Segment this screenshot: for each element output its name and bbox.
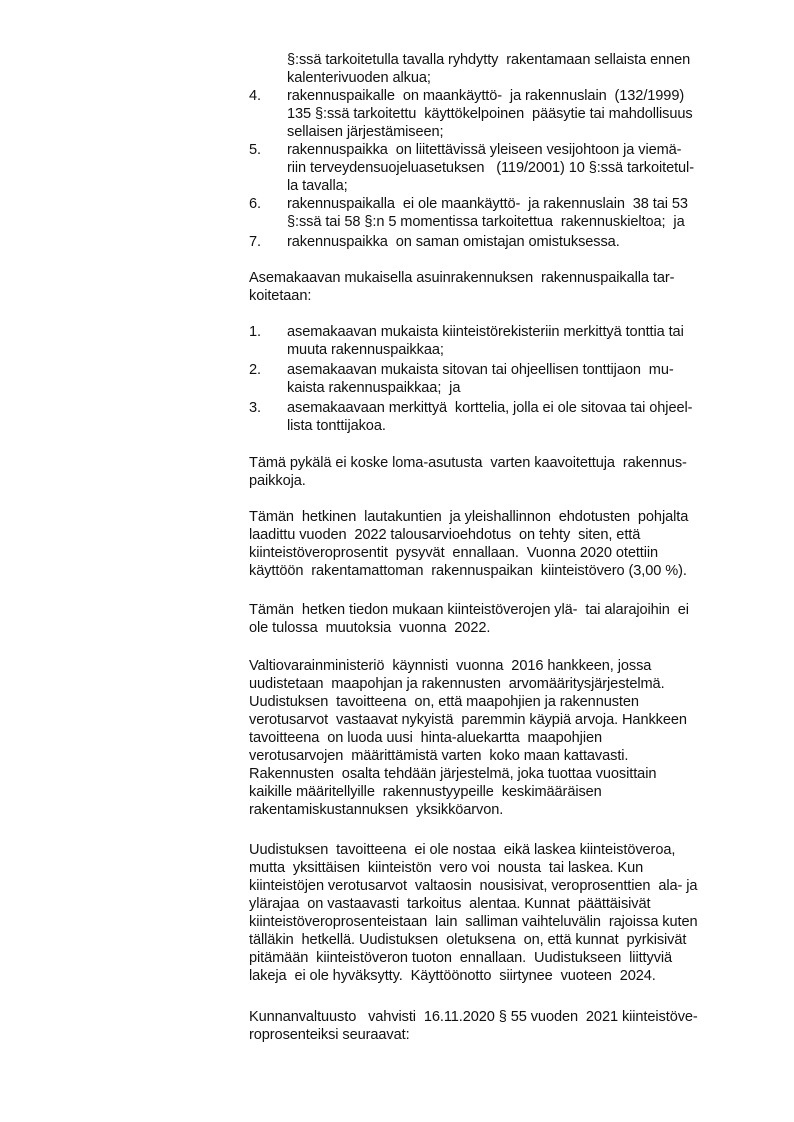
paragraph-line: Tämän hetkinen lautakuntien ja yleishallinnon ehdotusten pohjalta — [249, 509, 689, 525]
paragraph-line: Asemakaavan mukaisella asuinrakennuksen rakennuspaikalla tar- — [249, 270, 675, 286]
paragraph-line: koitetaan: — [249, 288, 312, 304]
list-number: 5. — [249, 142, 261, 158]
paragraph-line: verotusarvot vastaavat nykyistä paremmin käypiä arvoja. Hankkeen — [249, 712, 687, 728]
paragraph-line: laadittu vuoden 2022 talousarvioehdotus on tehty siten, että — [249, 527, 641, 543]
paragraph-line: Tämän hetken tiedon mukaan kiinteistöverojen ylä- tai alarajoihin ei — [249, 602, 689, 618]
paragraph-line: Rakennusten osalta tehdään järjestelmä, joka tuottaa vuosittain — [249, 766, 657, 782]
list-number: 1. — [249, 324, 261, 340]
list-item-line: lista tonttijakoa. — [287, 418, 386, 434]
list-number: 7. — [249, 234, 261, 250]
list-item-line: asemakaavan mukaista sitovan tai ohjeellisen tonttijaon mu- — [287, 362, 674, 378]
paragraph-line: käyttöön rakentamattoman rakennuspaikan kiinteistövero (3,00 %). — [249, 563, 687, 579]
list-item-line: riin terveydensuojeluasetuksen (119/2001) 10 §:ssä tarkoitetul- — [287, 160, 694, 176]
list-item-line: rakennuspaikalla ei ole maankäyttö- ja rakennuslain 38 tai 53 — [287, 196, 688, 212]
list-item-line: kaista rakennuspaikkaa; ja — [287, 380, 461, 396]
list-number: 6. — [249, 196, 261, 212]
list-item-line: asemakaavan mukaista kiinteistörekisteriin merkittyä tonttia tai — [287, 324, 684, 340]
paragraph-line: pitämään kiinteistöveron tuoton ennallaan. Uudistukseen liittyviä — [249, 950, 673, 966]
list-item-line: asemakaavaan merkittyä korttelia, jolla ei ole sitovaa tai ohjeel- — [287, 400, 693, 416]
list-number: 3. — [249, 400, 261, 416]
list-item-3-continuation-line: kalenterivuoden alkua; — [287, 70, 431, 86]
list-item-line: muuta rakennuspaikkaa; — [287, 342, 444, 358]
list-item-line: rakennuspaikka on liitettävissä yleiseen vesijohtoon ja viemä- — [287, 142, 682, 158]
paragraph-line: paikkoja. — [249, 473, 306, 489]
paragraph-line: kaikille määritellyille rakennustyypeille keskimääräisen — [249, 784, 602, 800]
paragraph-line: ole tulossa muutoksia vuonna 2022. — [249, 620, 491, 636]
paragraph-line: Uudistuksen tavoitteena ei ole nostaa eikä laskea kiinteistöveroa, — [249, 842, 676, 858]
paragraph-line: verotusarvojen määrittämistä varten koko maan kattavasti. — [249, 748, 629, 764]
paragraph-line: kiinteistöveroprosentit pysyvät ennallaan. Vuonna 2020 otettiin — [249, 545, 659, 561]
list-item-line: la tavalla; — [287, 178, 348, 194]
list-item-line: rakennuspaikka on saman omistajan omistuksessa. — [287, 234, 620, 250]
list-item-line: sellaisen järjestämiseen; — [287, 124, 444, 140]
paragraph-line: tälläkin hetkellä. Uudistuksen oletuksena on, että kunnat pyrkisivät — [249, 932, 687, 948]
paragraph-line: Tämä pykälä ei koske loma-asutusta varten kaavoitettuja rakennus- — [249, 455, 687, 471]
paragraph-line: Valtiovarainministeriö käynnisti vuonna 2016 hankkeen, jossa — [249, 658, 652, 674]
list-item-line: 135 §:ssä tarkoitettu käyttökelpoinen pääsytie tai mahdollisuus — [287, 106, 693, 122]
paragraph-line: kiinteistöjen verotusarvot valtaosin nousisivat, veroprosenttien ala- ja — [249, 878, 698, 894]
paragraph-line: rakentamiskustannuksen yksikköarvon. — [249, 802, 504, 818]
list-item-line: §:ssä tai 58 §:n 5 momentissa tarkoitettua rakennuskieltoa; ja — [287, 214, 685, 230]
list-number: 4. — [249, 88, 261, 104]
list-number: 2. — [249, 362, 261, 378]
paragraph-line: roprosenteiksi seuraavat: — [249, 1027, 410, 1043]
paragraph-line: ylärajaa on vastaavasti tarkoitus alentaa. Kunnat päättäisivät — [249, 896, 651, 912]
paragraph-line: lakeja ei ole hyväksytty. Käyttöönotto siirtynee vuoteen 2024. — [249, 968, 656, 984]
paragraph-line: kiinteistöveroprosenteistaan lain salliman vaihteluvälin rajoissa kuten — [249, 914, 698, 930]
list-item-line: rakennuspaikalle on maankäyttö- ja rakennuslain (132/1999) — [287, 88, 685, 104]
paragraph-line: Uudistuksen tavoitteena on, että maapohjien ja rakennusten — [249, 694, 639, 710]
list-item-3-continuation-line: §:ssä tarkoitetulla tavalla ryhdytty rakentamaan sellaista ennen — [287, 52, 691, 68]
paragraph-line: mutta yksittäisen kiinteistön vero voi nousta tai laskea. Kun — [249, 860, 644, 876]
paragraph-line: uudistetaan maapohjan ja rakennusten arvomääritysjärjestelmä. — [249, 676, 665, 692]
paragraph-line: Kunnanvaltuusto vahvisti 16.11.2020 § 55 vuoden 2021 kiinteistöve- — [249, 1009, 698, 1025]
paragraph-line: tavoitteena on luoda uusi hinta-aluekartta maapohjien — [249, 730, 603, 746]
